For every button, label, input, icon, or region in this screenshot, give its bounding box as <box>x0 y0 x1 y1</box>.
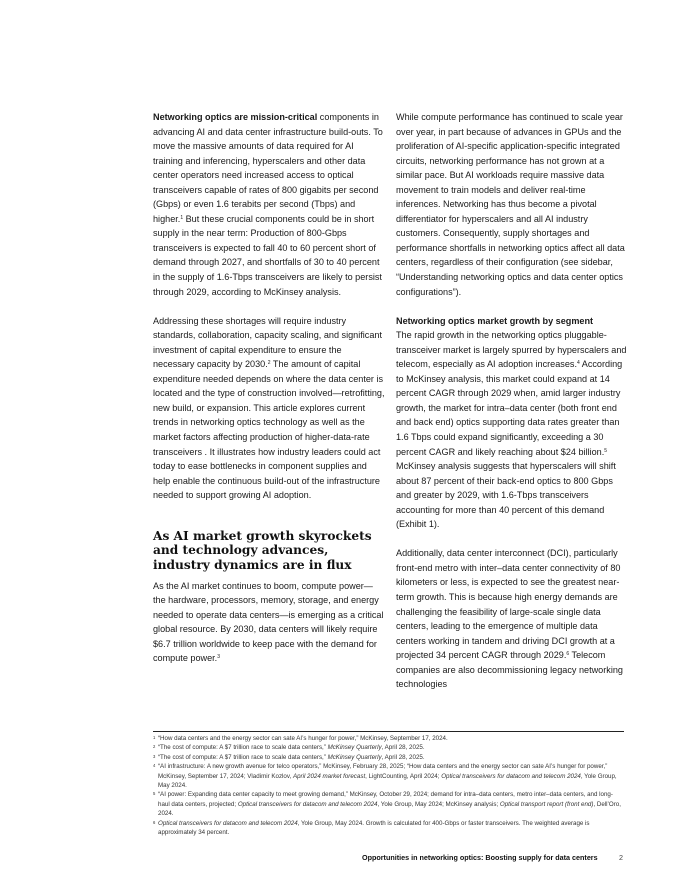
footer-title: Opportunities in networking optics: Boosting supply for data centers <box>362 853 598 862</box>
text-run: “AI power: Expanding data center capacity to meet growing demand,” McKinsey, October 29, 2024; demand for intra–data centers, metro inter–data centers, and long-haul data centers, projected; <box>158 791 613 808</box>
footnote <box>153 790 624 818</box>
footnote-divider <box>153 731 624 732</box>
footnote-ref: 6 <box>566 651 570 658</box>
footnote-text <box>158 754 425 761</box>
footnote-text <box>158 763 617 789</box>
italic-text: April 2024 market forecast <box>292 772 366 780</box>
text-run: components in advancing AI and data center infrastructure build-outs. To move the massive amounts of data required for AI training and inferencing, hyperscalers and other data center operators need increased access to optical transceivers capable of rates of 800 gigabits per second (Gbps) or even 1.6 terabits per second (Tbps) and higher. <box>153 112 383 224</box>
italic-text: Optical transport report (front end) <box>499 800 594 808</box>
footnote-ref: 4 <box>576 360 580 367</box>
text-run: Addressing these shortages will require industry standards, collaboration, capacity scaling, and significant investment of capital expenditure to ensure the necessary capacity by 2030. <box>153 315 382 370</box>
footnote-text <box>158 791 621 817</box>
subsection-heading: Networking optics market growth by segment <box>396 315 594 326</box>
text-run: Telecom companies are also decommissioning legacy networking technologies <box>396 650 623 690</box>
text-run: While compute performance has continued to scale year over year, in part because of advances in GPUs and the proliferation of AI-specific application-specific integrated circuits, networking performance has not grown at a similar pace. But AI workloads require massive data movement to train models and deliver real-time inferences. Networking has thus become a pivotal differentiator for hyperscalers and all AI industry customers. Consequently, supply shortages and performance shortfalls in networking optics affect all data centers, regardless of their configuration (see sidebar, “Understanding networking optics and data center optics configurations”). <box>396 112 625 297</box>
text-run: “How data centers and the energy sector can sate AI’s hunger for power,” McKinsey, September 17, 2024. <box>158 735 448 742</box>
right-column <box>396 110 628 706</box>
footnote <box>153 762 624 790</box>
footnote-number: 6 <box>153 819 156 825</box>
footnote <box>153 734 624 743</box>
italic-text: Optical transceivers for datacom and telecom 2024 <box>441 772 581 780</box>
text-run: , LightCounting, April 2024; <box>365 772 442 780</box>
text-run: McKinsey analysis suggests that hyperscalers will shift about 87 percent of their back-end optics to 800 Gbps and greater by 2029, with 1.6-Tbps transceivers accounting for more than 40 percent of this demand (Exhibit 1). <box>396 461 616 530</box>
footnote-text <box>158 820 590 836</box>
footnote-number: 2 <box>153 744 156 750</box>
section-heading: As AI market growth skyrockets and technology advances, industry dynamics are in flux <box>153 528 372 572</box>
paragraph <box>396 546 628 691</box>
footnote <box>153 743 624 752</box>
footnote-ref: 3 <box>217 654 220 661</box>
text-run: Additionally, data center interconnect (DCI), particularly front-end metro with inter–data center connectivity of 80 kilometers or less, is expected to see the greatest near-term growth. This is because high energy demands are challenging the feasibility of large-scale single data centers, leading to the emergence of multiple data centers working in tandem and driving DCI growth at a projected 34 percent CAGR through 2029. <box>396 548 621 661</box>
footnote-number: 1 <box>153 735 156 740</box>
footnote-number: 5 <box>153 791 156 797</box>
lead-in: Networking optics are mission-critical <box>153 112 318 122</box>
text-run: , April 28, 2025. <box>381 753 425 761</box>
italic-text: McKinsey Quarterly <box>327 744 382 752</box>
text-run: , Yole Group, May 2024. Growth is calculated for 400-Gbps or faster transceivers. The weighted average is approximately 34 percent. <box>158 819 590 837</box>
paragraph <box>153 314 385 503</box>
text-run: According to McKinsey analysis, this market could expand at 14 percent CAGR through 2029 when, amid larger industry growth, the market for intra–data center (both front end and back end) optics supporting data rates greater than 1.6 Tbps could expand significantly, exceeding a 30 percent CAGR and likely reaching about $24 billion. <box>396 359 623 457</box>
footnote <box>153 819 624 838</box>
italic-text: McKinsey Quarterly <box>327 753 382 761</box>
footnote <box>153 753 624 762</box>
text-run: “The cost of compute: A $7 trillion race to scale data centers,” <box>158 753 328 761</box>
footnote-ref: 2 <box>267 360 271 367</box>
footnote-text <box>158 735 448 742</box>
paragraph <box>396 110 628 299</box>
text-run: The amount of capital expenditure needed depends on where the data center is located and the type of construction involved—retrofitting, new build, or expansion. This article explores current trends in networking optics technology as well as the market factors affecting production of higher-data-rate transceivers . It illustrates how industry leaders could act today to ease bottlenecks in component supplies and help enable the continuous build-out of the infrastructure needed to support growing AI adoption. <box>153 359 385 501</box>
text-run: “The cost of compute: A $7 trillion race to scale data centers,” <box>158 744 328 752</box>
subsection <box>396 314 628 532</box>
page-number: 2 <box>619 853 623 862</box>
italic-text: Optical transceivers for datacom and telecom 2024 <box>237 800 378 808</box>
text-run: , Yole Group, May 2024. <box>158 772 617 790</box>
footnote-ref: 5 <box>604 447 608 454</box>
italic-text: Optical transceivers for datacom and telecom 2024 <box>158 819 298 827</box>
text-run: , Yole Group, May 2024; McKinsey analysis; <box>377 800 500 808</box>
footnote-text <box>158 744 425 751</box>
paragraph <box>396 330 626 529</box>
text-run: As the AI market continues to boom, compute power—the hardware, processors, memory, storage, and energy needed to operate data centers—is emerging as a critical global resource. By 2030, data centers will likely require $6.7 trillion worldwide to keep pace with the demand for compute power. <box>153 580 384 664</box>
footnotes <box>153 734 624 837</box>
text-run: , Dell’Oro, 2024. <box>158 800 621 818</box>
text-run: But these crucial components could be in short supply in the near term: Production of 800-Gbps transceivers is expected to fall 40 to 60 percent short of demand through 2027, and shortfalls of 30 to 40 percent in the supply of 1.6-Tbps transceivers are likely to persist through 2029, according to McKinsey analysis. <box>153 213 382 297</box>
footnote-number: 3 <box>153 753 156 759</box>
footnote-number: 4 <box>153 763 156 769</box>
paragraph <box>153 579 385 666</box>
text-run: “AI infrastructure: A new growth avenue for telco operators,” McKinsey, February 28, 2025; “How data centers and the energy sector can sate AI’s hunger for power,” McKinsey, September 17, 2024; Vladimir Kozlov, <box>158 763 608 780</box>
paragraph <box>153 110 385 299</box>
left-column <box>153 110 385 680</box>
text-run: , April 28, 2025. <box>381 744 425 752</box>
footnote-ref: 1 <box>180 214 184 221</box>
text-run: The rapid growth in the networking optics pluggable-transceiver market is largely spurred by hyperscalers and telecom, especially as AI adoption increases. <box>396 330 627 370</box>
